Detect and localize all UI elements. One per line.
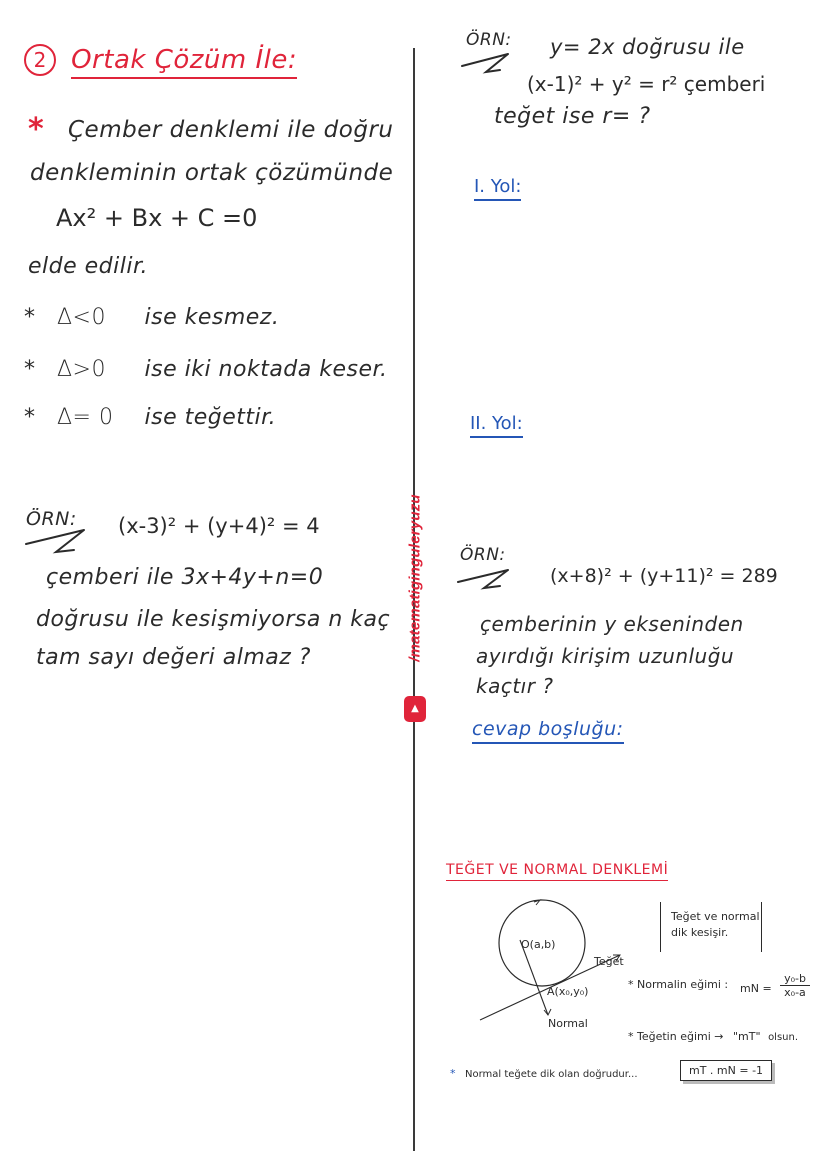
case-text: ise iki noktada keser. [144,357,388,382]
example-label: ÖRN: [26,508,77,530]
case-condition: Δ= 0 [57,405,114,430]
example-line-1: çemberi ile 3x+4y+n=0 [46,565,324,590]
example2-line-2: ayırdığı kirişim uzunluğu [476,644,735,668]
example1-pointer-icon [460,50,516,76]
brand-watermark [402,478,428,724]
case-text: ise teğettir. [144,405,277,430]
example1-line-1: y= 2x doğrusu ile [550,35,745,59]
normal-label: Normal [548,1017,588,1030]
slope-product-box: mT . mN = -1 [680,1060,772,1081]
case-condition: Δ<0 [57,305,106,330]
quadratic-equation: Ax² + Bx + C =0 [56,204,258,232]
example1-line-3: teğet ise r= ? [494,104,651,129]
tangent-label: Teğet [594,955,624,968]
normal-arrow-icon [544,1009,551,1015]
heading-number-circle: 2 [24,44,56,76]
tangent-slope-label: * Teğetin eğimi → [628,1030,724,1043]
example2-equation: (x+8)² + (y+11)² = 289 [550,565,778,587]
tangent-normal-title: TEĞET VE NORMAL DENKLEMİ [446,862,668,881]
example1-line-2: (x-1)² + y² = r² çemberi [527,72,766,96]
paragraph-line-3: elde edilir. [28,254,148,279]
solution-method-2: II. Yol: [470,413,523,438]
youtube-play-icon: ▲ [404,696,426,722]
box-line-1: Teğet ve normal [671,910,760,923]
section-heading-text: Ortak Çözüm İle: [71,45,297,79]
section-heading [24,44,297,76]
point-label: A(x₀,y₀) [547,985,589,998]
example-line-3: tam sayı değeri almaz ? [36,645,311,670]
bullet-star: * [28,112,44,147]
example1-label: ÖRN: [466,30,512,50]
case-condition: Δ>0 [57,357,106,382]
tangent-slope-line [628,1030,798,1043]
tangent-slope-symbol: "mT" [733,1030,761,1043]
tangent-slope-end: olsun. [768,1032,799,1043]
normal-slope-label: * Normalin eğimi : [628,978,729,991]
answer-space-label: cevap boşluğu: [472,718,624,744]
note-text: Normal teğete dik olan doğrudur... [465,1069,638,1080]
example-equation: (x-3)² + (y+4)² = 4 [118,514,320,538]
paragraph-line-1: Çember denklemi ile doğru [68,117,394,143]
box-line-2: dik kesişir. [671,926,729,939]
example2-pointer-icon [456,566,516,592]
center-label: O(a,b) [521,938,556,951]
normal-slope-symbol: mN = [740,982,772,995]
example2-line-3: kaçtır ? [476,674,554,698]
brand-text: /matematiginguleryuzu [406,494,424,662]
example-line-2: doğrusu ile kesişmiyorsa n kaç [36,607,391,632]
normal-note [450,1067,638,1080]
example2-line-1: çemberinin y ekseninden [480,612,744,636]
fraction-denominator: x₀-a [784,986,806,999]
solution-method-1: I. Yol: [474,176,521,201]
normal-line [520,940,548,1015]
case-bullet: * [24,305,36,330]
case-text: ise kesmez. [144,305,280,330]
perpendicular-note-box [660,902,762,952]
case-positive [24,357,388,382]
case-bullet: * [24,405,36,430]
case-bullet: * [24,357,36,382]
note-bullet: * [450,1067,456,1080]
paragraph-line-2: denkleminin ortak çözümünde [30,160,394,186]
case-zero [24,405,276,430]
fraction-numerator: y₀-b [780,972,810,986]
normal-slope-fraction [780,972,810,999]
example2-label: ÖRN: [460,545,506,565]
example-pointer-icon [24,526,94,556]
case-negative [24,305,279,330]
